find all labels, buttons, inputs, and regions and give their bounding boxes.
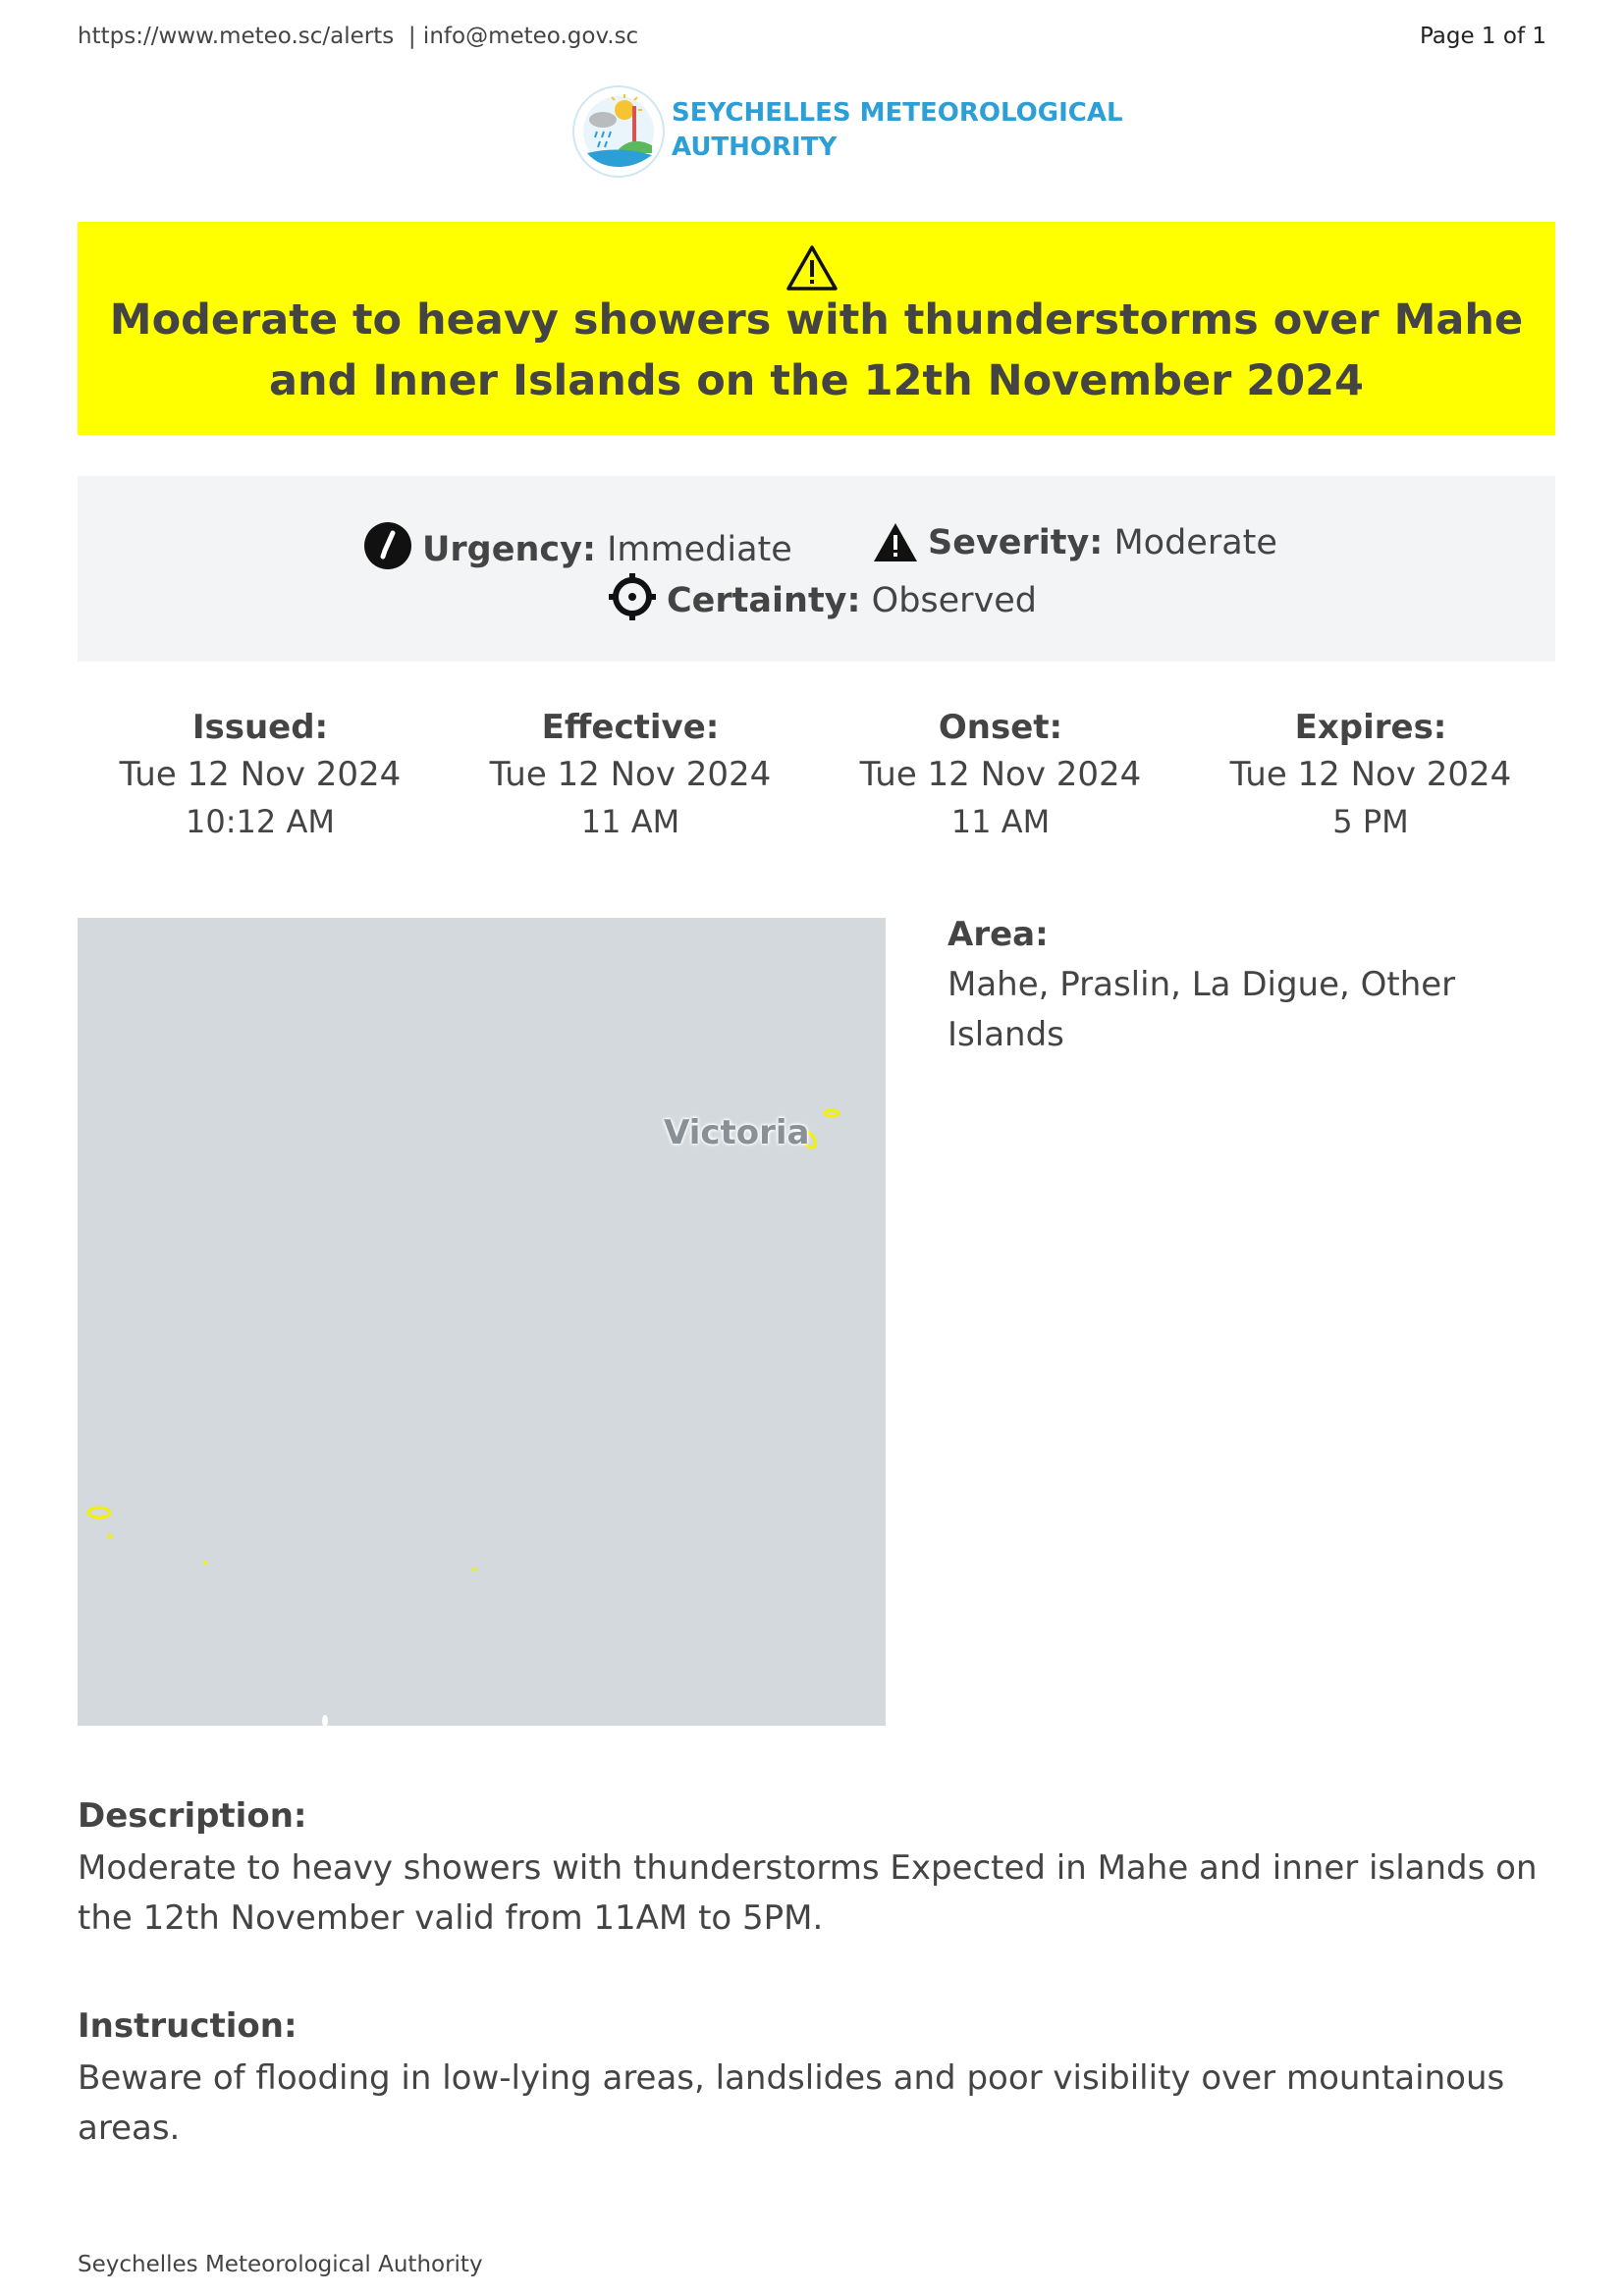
logo-emblem-icon [568, 77, 666, 185]
issued-column [76, 705, 445, 844]
expires-column [1186, 705, 1555, 844]
effective-label: Effective: [541, 708, 720, 747]
expires-time: 5 PM [1332, 803, 1409, 840]
alert-title: Moderate to heavy showers with thunderstorms over Mahe and Inner Islands on the 12th November 2024 [109, 295, 1524, 405]
onset-time: 11 AM [950, 803, 1051, 840]
certainty-field [608, 572, 1037, 622]
expires-label: Expires: [1294, 708, 1447, 747]
urgency-label: Urgency: [422, 530, 596, 569]
onset-column [816, 705, 1185, 844]
map-place-label: Victoria [664, 1113, 810, 1152]
issued-time: 10:12 AM [186, 803, 335, 840]
description-label: Description: [78, 1796, 307, 1836]
certainty-value: Observed [871, 581, 1038, 620]
warning-triangle-icon [873, 522, 918, 563]
description-text: Moderate to heavy showers with thunderstorms Expected in Mahe and inner islands on the 12th November valid from 11AM to 5PM. [78, 1848, 1538, 1938]
issued-date: Tue 12 Nov 2024 [119, 755, 402, 794]
certainty-label: Certainty: [667, 581, 861, 620]
urgency-field [363, 521, 792, 571]
map-islet [203, 1561, 207, 1565]
map-white-mark [322, 1715, 328, 1726]
map-island-west [88, 1508, 110, 1518]
logo-text-line2: AUTHORITY [672, 133, 838, 162]
area-value: Mahe, Praslin, La Digue, Other Islands [947, 965, 1456, 1054]
alert-map[interactable] [78, 918, 886, 1726]
area-label: Area: [947, 915, 1049, 954]
clock-icon [363, 521, 412, 570]
urgency-value: Immediate [607, 530, 792, 569]
onset-label: Onset: [938, 708, 1063, 747]
severity-label: Severity: [928, 523, 1104, 562]
map-islet [472, 1568, 476, 1572]
map-island-praslin [825, 1110, 839, 1116]
effective-date: Tue 12 Nov 2024 [489, 755, 772, 794]
page-indicator: Page 1 of 1 [1419, 24, 1546, 49]
onset-date: Tue 12 Nov 2024 [859, 755, 1142, 794]
expires-date: Tue 12 Nov 2024 [1229, 755, 1512, 794]
instruction-label: Instruction: [78, 2006, 298, 2046]
logo-text-line1: SEYCHELLES METEOROLOGICAL [672, 98, 1123, 128]
logo-text [672, 96, 1123, 165]
effective-time: 11 AM [580, 803, 680, 840]
severity-field [873, 521, 1277, 564]
footer-text: Seychelles Meteorological Authority [78, 2252, 483, 2277]
classification-box [78, 476, 1555, 662]
effective-column [446, 705, 815, 844]
map-island-outlines [78, 918, 886, 1726]
severity-value: Moderate [1113, 523, 1277, 562]
warning-triangle-icon [785, 244, 839, 292]
crosshair-icon [608, 572, 657, 621]
map-islet [108, 1534, 113, 1539]
header-contact-text: https://www.meteo.sc/alerts | info@meteo.gov.sc [78, 24, 639, 49]
instruction-text: Beware of flooding in low-lying areas, landslides and poor visibility over mountainous areas. [78, 2058, 1505, 2148]
issued-label: Issued: [191, 708, 329, 747]
